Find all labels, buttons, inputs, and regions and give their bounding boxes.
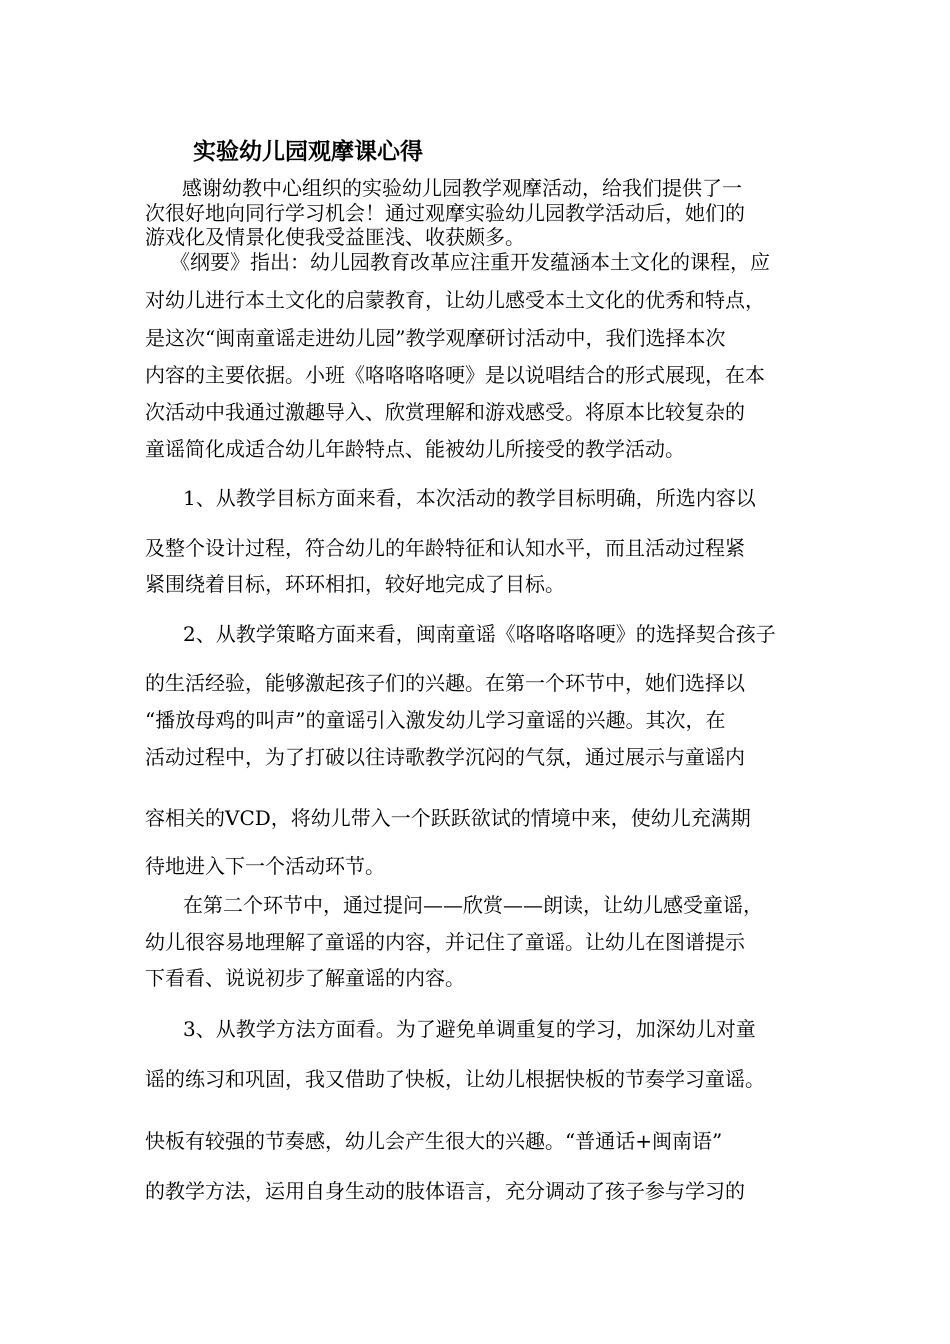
paragraph-line: 及整个设计过程，符合幼儿的年龄特征和认知水平，而且活动过程紧 — [145, 536, 745, 560]
paragraph-line: 快板有较强的节奏感，幼儿会产生很大的兴趣。“普通话+闽南语” — [145, 1129, 723, 1153]
paragraph-line: 的生活经验，能够激起孩子们的兴趣。在第一个环节中，她们选择以 — [145, 671, 745, 695]
paragraph-line: 3、从教学方法方面看。为了避免单调重复的学习，加深幼儿对童 — [183, 1017, 756, 1041]
paragraph-line: 谣的练习和巩固，我又借助了快板，让幼儿根据快板的节奏学习童谣。 — [145, 1067, 765, 1091]
paragraph-line: 内容的主要依据。小班《咯咯咯咯哽》是以说唱结合的形式展现，在本 — [145, 363, 765, 387]
paragraph-line: 游戏化及情景化使我受益匪浅、收获颇多。 — [145, 225, 525, 249]
paragraph-line: 紧围绕着目标，环环相扣，较好地完成了目标。 — [145, 572, 565, 596]
paragraph-line: 次活动中我通过激趣导入、欣赏理解和游戏感受。将原本比较复杂的 — [145, 400, 745, 424]
paragraph-line: 在第二个环节中，通过提问——欣赏——朗读，让幼儿感受童谣， — [183, 893, 763, 917]
paragraph-line: “播放母鸡的叫声”的童谣引入激发幼儿学习童谣的兴趣。其次，在 — [145, 708, 726, 732]
paragraph-line: 对幼儿进行本土文化的启蒙教育，让幼儿感受本土文化的优秀和特点， — [145, 288, 765, 312]
paragraph-line: 活动过程中，为了打破以往诗歌教学沉闷的气氛，通过展示与童谣内 — [145, 745, 745, 769]
paragraph-line: 感谢幼教中心组织的实验幼儿园教学观摩活动，给我们提供了一 — [162, 176, 742, 200]
document-title: 实验幼儿园观摩课心得 — [193, 138, 423, 165]
paragraph-line: 待地进入下一个活动环节。 — [145, 854, 385, 878]
paragraph-line: 1、从教学目标方面来看，本次活动的教学目标明确，所选内容以 — [183, 486, 756, 510]
paragraph-line: 《纲要》指出：幼儿园教育改革应注重开发蕴涵本土文化的课程，应 — [170, 250, 770, 274]
paragraph-line: 的教学方法，运用自身生动的肢体语言，充分调动了孩子参与学习的 — [145, 1179, 745, 1203]
paragraph-line: 容相关的VCD，将幼儿带入一个跃跃欲试的情境中来，使幼儿充满期 — [145, 806, 751, 830]
paragraph-line: 次很好地向同行学习机会！通过观摩实验幼儿园教学活动后，她们的 — [145, 201, 745, 225]
paragraph-line: 是这次“闽南童谣走进幼儿园”教学观摩研讨活动中，我们选择本次 — [145, 326, 726, 350]
paragraph-line: 童谣简化成适合幼儿年龄特点、能被幼儿所接受的教学活动。 — [145, 437, 685, 461]
paragraph-line: 2、从教学策略方面来看，闽南童谣《咯咯咯咯哽》的选择契合孩子 — [183, 622, 776, 646]
paragraph-line: 下看看、说说初步了解童谣的内容。 — [145, 966, 465, 990]
paragraph-line: 幼儿很容易地理解了童谣的内容，并记住了童谣。让幼儿在图谱提示 — [145, 930, 745, 954]
